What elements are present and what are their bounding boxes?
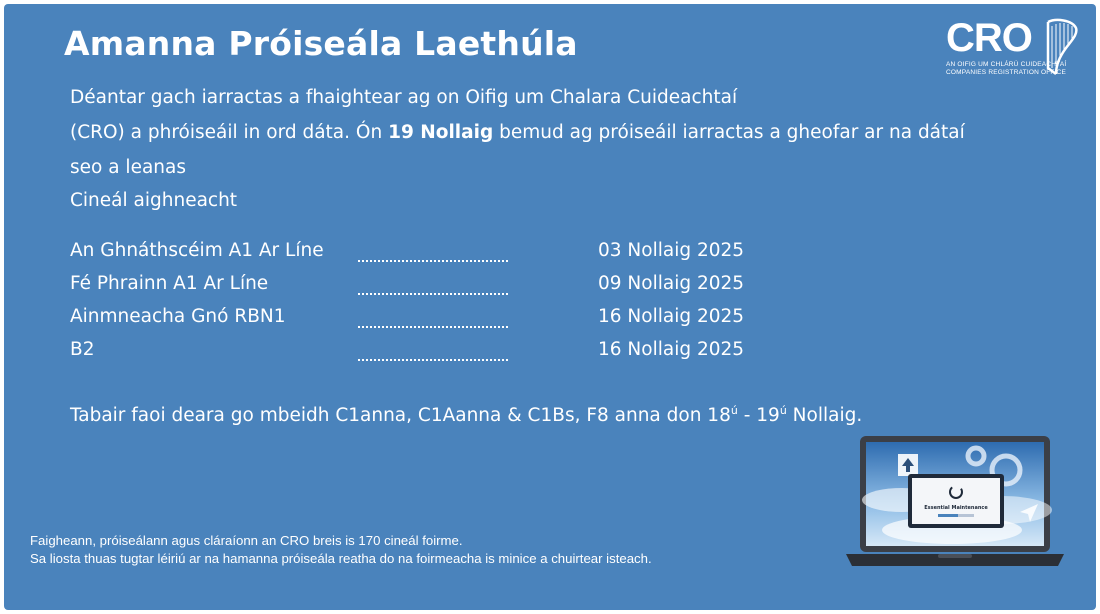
intro-line	[70, 115, 990, 150]
announcement-panel	[4, 4, 1096, 610]
schedule-row	[70, 240, 790, 273]
intro-line: seo a leanas	[70, 157, 186, 178]
processing-date: 16 Nollaig 2025	[598, 306, 745, 327]
note-superscript: ú	[730, 404, 738, 417]
cro-logo	[942, 16, 1087, 76]
processing-date: 16 Nollaig 2025	[598, 339, 745, 360]
screen-caption: Essential Maintenance	[924, 505, 988, 511]
submission-type: B2	[70, 339, 95, 360]
dotted-leader	[358, 312, 508, 328]
dotted-leader	[358, 246, 508, 262]
submission-type-heading: Cineál aighneacht	[70, 190, 238, 211]
note-part: Tabair faoi deara go mbeidh C1anna, C1Aanna & C1Bs, F8 anna don 18	[70, 405, 731, 427]
note-part: - 19	[737, 405, 780, 427]
submission-type: Fé Phrainn A1 Ar Líne	[70, 273, 269, 294]
intro-bold-date: 19 Nollaig	[388, 122, 494, 143]
submission-type: An Ghnáthscéim A1 Ar Líne	[70, 240, 324, 261]
intro-line: Déantar gach iarractas a fhaightear ag on Oifig um Chalara Cuideachtaí	[70, 87, 738, 108]
dotted-leader	[358, 279, 508, 295]
dotted-leader	[358, 345, 508, 361]
footer-text	[30, 532, 652, 568]
note-text	[70, 404, 862, 426]
logo-subtitle-irish: AN OIFIG UM CHLÁRÚ CUIDEACHTAÍ	[946, 61, 1067, 68]
schedule-row	[70, 339, 790, 372]
intro-text: (CRO) a phróiseáil in ord dáta. Ón	[70, 122, 389, 143]
laptop-maintenance-illustration	[842, 430, 1068, 578]
note-superscript: ú	[779, 404, 787, 417]
footer-line: Sa liosta thuas tugtar léiriú ar na hamanna próiseála reatha do na foirmeacha is minice a chuirtear isteach.	[30, 551, 652, 566]
note-part: Nollaig.	[786, 405, 863, 427]
logo-subtitle-english: COMPANIES REGISTRATION OFFICE	[946, 69, 1067, 76]
submission-type: Ainmneacha Gnó RBN1	[70, 306, 286, 327]
intro-paragraph	[70, 80, 990, 185]
processing-date: 03 Nollaig 2025	[598, 240, 745, 261]
processing-date: 09 Nollaig 2025	[598, 273, 745, 294]
harp-icon	[1042, 18, 1082, 76]
intro-text: bemud ag próiseáil iarractas a gheofar ar na dátaí	[493, 122, 965, 143]
logo-text: CRO	[946, 16, 1032, 60]
submission-schedule-list	[70, 240, 790, 372]
schedule-row	[70, 273, 790, 306]
schedule-row	[70, 306, 790, 339]
upload-icon	[898, 454, 918, 476]
footer-line: Faigheann, próiseálann agus cláraíonn an CRO breis is 170 cineál foirme.	[30, 533, 463, 548]
page-title: Amanna Próiseála Laethúla	[64, 24, 578, 63]
